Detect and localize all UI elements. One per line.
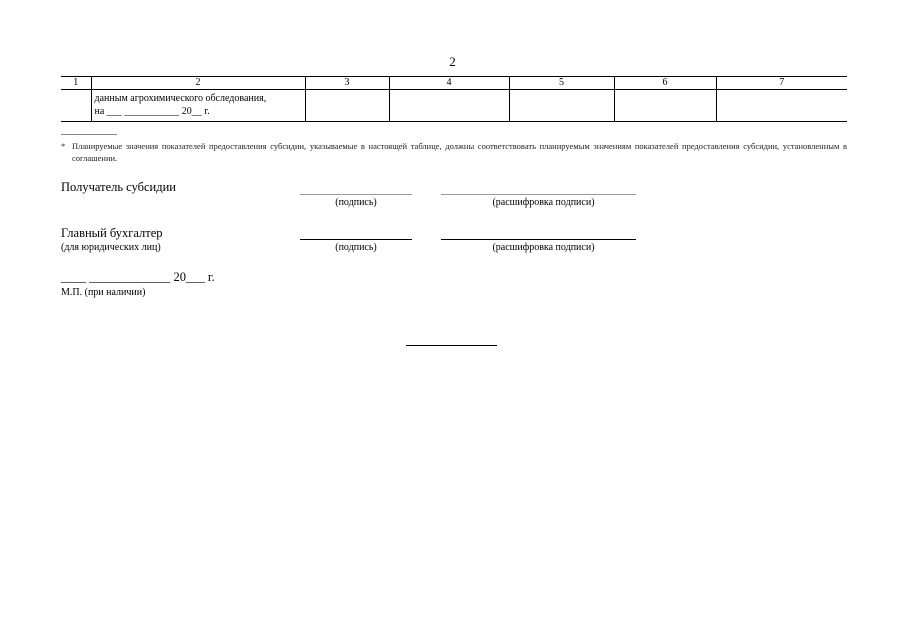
table-cell bbox=[61, 90, 91, 122]
footnote-mark: * bbox=[61, 141, 66, 151]
column-header: 2 bbox=[91, 77, 305, 90]
table-cell bbox=[509, 90, 614, 122]
cell-line-2: на ___ ___________ 20__ г. bbox=[94, 106, 210, 117]
column-header: 3 bbox=[305, 77, 389, 90]
column-header: 1 bbox=[61, 77, 91, 90]
accountant-signature-line bbox=[300, 239, 412, 240]
table-header-row bbox=[61, 77, 847, 90]
table-row bbox=[61, 90, 847, 122]
stamp-note: М.П. (при наличии) bbox=[61, 287, 146, 298]
table-cell bbox=[91, 90, 305, 122]
cell-line-1: данным агрохимического обследования, bbox=[94, 93, 267, 104]
recipient-signature-line bbox=[300, 194, 412, 195]
column-header: 5 bbox=[509, 77, 614, 90]
recipient-decoding-line bbox=[441, 194, 636, 195]
table-cell bbox=[389, 90, 509, 122]
table-cell bbox=[614, 90, 716, 122]
recipient-decoding-caption: (расшифровка подписи) bbox=[492, 197, 595, 208]
accountant-signature-caption: (подпись) bbox=[335, 242, 377, 253]
accountant-note: (для юридических лиц) bbox=[61, 242, 161, 253]
table-cell bbox=[716, 90, 847, 122]
column-header: 6 bbox=[614, 77, 716, 90]
accountant-label: Главный бухгалтер bbox=[61, 226, 163, 240]
footnote bbox=[61, 140, 847, 164]
recipient-label: Получатель субсидии bbox=[61, 180, 176, 194]
footnote-text: Планируемые значения показателей предоставления субсидии, указываемые в настоящей таблице, должны соответствовать планируемым значениям показателей предоставления субсидии, установленным в соглашении. bbox=[72, 141, 847, 163]
accountant-decoding-caption: (расшифровка подписи) bbox=[492, 242, 595, 253]
table-cell bbox=[305, 90, 389, 122]
column-header: 4 bbox=[389, 77, 509, 90]
footnote-separator bbox=[61, 134, 117, 135]
recipient-signature-caption: (подпись) bbox=[335, 197, 377, 208]
column-header: 7 bbox=[716, 77, 847, 90]
page-number: 2 bbox=[449, 54, 456, 69]
date-line: ____ _____________ 20___ г. bbox=[61, 270, 215, 284]
accountant-decoding-line bbox=[441, 239, 636, 240]
indicators-table bbox=[61, 76, 847, 122]
end-separator bbox=[406, 345, 497, 346]
